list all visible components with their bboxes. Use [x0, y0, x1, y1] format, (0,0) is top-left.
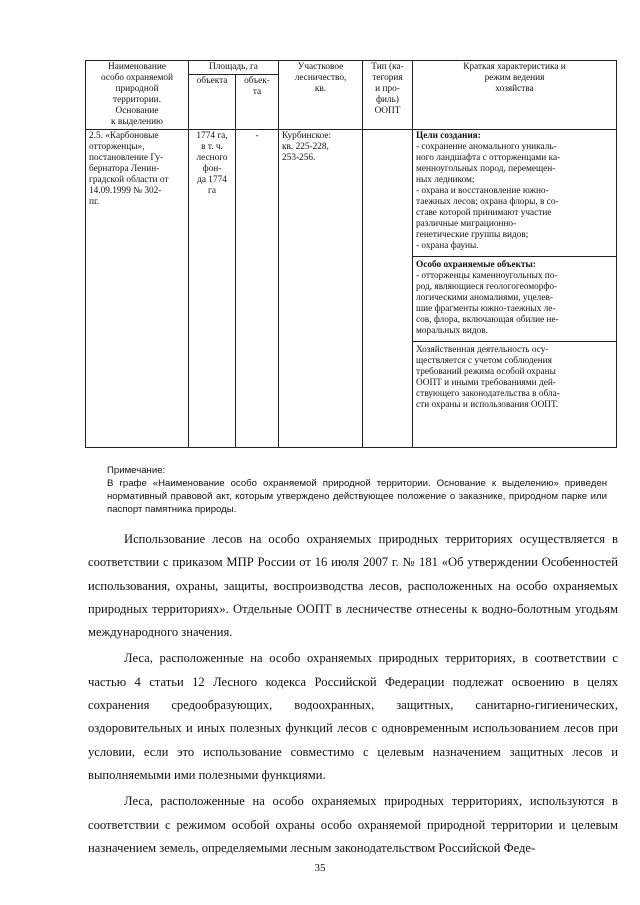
goals-text: - сохранение аномального уникаль- ного ландшафта с отторженцами ка- менноугольных пород, перемещен- ных ледником; - охрана и восстановление южно- таежных лесов; охрана флоры, в со- ставе которой принимают участие различные миграционно- генетические группы видов; - охрана фауны.	[416, 142, 561, 251]
header-area-object: объекта	[189, 75, 236, 130]
paragraph: Леса, расположенные на особо охраняемых природных территориях, используются в соответствии с режимом особой охраны особо охраняемой природной территории и целевым назначением земель, определяемыми лесным законодательством Российской Феде-	[88, 794, 618, 855]
note-text: В графе «Наименование особо охраняемой природной территории. Основание к выделению» приведен нормативный правовой акт, которым утверждено действующее положение о заказнике, природном парке или паспорт памятника природы.	[107, 478, 607, 515]
header-area-objects: объек- та	[236, 75, 279, 130]
activity-text: Хозяйственная деятельность осу- ществляется с учетом соблюдения требований режима особой охраны ООПТ и иными требованиями дей- ствующего законодательства в обла- сти охраны и использования ООПТ.	[416, 345, 560, 410]
goals-title: Цели создания:	[416, 131, 481, 141]
header-name: Наименование особо охраняемой природной территории. Основание к выделению	[86, 61, 189, 130]
table-note	[107, 464, 607, 516]
table-row	[86, 130, 617, 448]
header-type: Тип (ка- тегория и про- филь) ООПТ	[363, 61, 413, 130]
oopt-table	[85, 60, 617, 448]
goals-block	[413, 131, 616, 257]
cell-area-objects: -	[236, 130, 279, 448]
activity-block	[413, 345, 616, 415]
objects-block	[413, 260, 616, 342]
header-characteristic: Краткая характеристика и режим ведения хозяйства	[413, 61, 617, 130]
paragraph: Использование лесов на особо охраняемых природных территориях осуществляется в соответствии с приказом МПР России от 16 июля 2007 г. № 181 «Об утверждении Особенностей использования, охраны, защиты, воспроизводства лесов, расположенных на особо охраняемых природных территориях». Отдельные ООПТ в лесничестве отнесены к водно-болотным угодьям международного значения.	[88, 532, 618, 640]
paragraph: Леса, расположенные на особо охраняемых природных территориях, в соответствии с частью 4 статьи 12 Лесного кодекса Российской Федерации подлежат освоению в целях сохранения средообразующих, водоохранных, защитных, санитарно-гигиенических, оздоровительных и иных полезных функций лесов с одновременным использованием лесов при условии, если это использование совместимо с целевым назначением защитных лесов и выполняемыми ими полезными функциями.	[88, 651, 618, 782]
cell-name: 2.5. «Карбоновые отторженцы», постановление Гу- бернатора Ленин- градской области от 14.09.1999 № 302- пг.	[86, 130, 189, 448]
objects-title: Особо охраняемые объекты:	[416, 260, 536, 270]
body-text	[88, 528, 618, 863]
table-header-row	[86, 61, 617, 75]
cell-area-object: 1774 га, в т. ч. лесного фон- да 1774 га	[189, 130, 236, 448]
cell-characteristic	[413, 130, 617, 448]
header-forestry: Участковое лесничество, кв.	[279, 61, 363, 130]
header-area: Площадь, га	[189, 61, 279, 75]
page-number: 35	[314, 862, 326, 874]
note-title: Примечание:	[107, 465, 166, 476]
cell-forestry: Курбинское: кв. 225-228, 253-256.	[279, 130, 363, 448]
objects-text: - отторженцы каменноугольных по- род, являющиеся геологогеоморфо- логическими аномалиями, уцелев- шие фрагменты южно-таежных ле- сов, флора, включающая обилие не- моральных видов.	[416, 271, 559, 336]
cell-type	[363, 130, 413, 448]
